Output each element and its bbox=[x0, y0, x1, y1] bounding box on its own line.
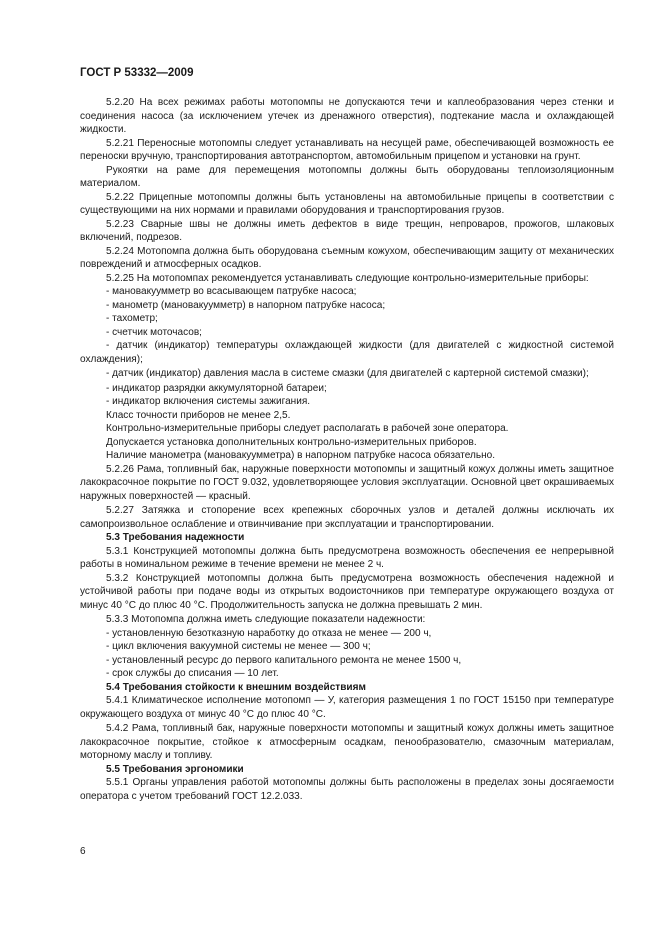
paragraph: - индикатор включения системы зажигания. bbox=[106, 396, 311, 407]
paragraph: 5.4.1 Климатическое исполнение мотопомп — У, категория размещения 1 по ГОСТ 15150 при температуре окружающего воздуха от минус 40 °С до плюс 40 °С. bbox=[80, 695, 614, 720]
paragraph: - срок службы до списания — 10 лет. bbox=[106, 668, 279, 679]
paragraph: - индикатор разрядки аккумуляторной батареи; bbox=[106, 382, 327, 394]
paragraph: - цикл включения вакуумной системы не менее — 300 ч; bbox=[106, 641, 371, 652]
paragraph: Допускается установка дополнительных контрольно-измерительных приборов. bbox=[106, 436, 477, 448]
paragraph: - счетчик моточасов; bbox=[106, 326, 202, 338]
paragraph: Контрольно-измерительные приборы следует располагать в рабочей зоне оператора. bbox=[106, 423, 509, 434]
page-number: 6 bbox=[80, 846, 86, 857]
paragraph: 5.2.27 Затяжка и стопорение всех крепежных сборочных узлов и деталей должны исключать их самопроизвольное ослабление и отвинчивание при эксплуатации и транспортировании. bbox=[80, 505, 614, 530]
document-header: ГОСТ Р 53332—2009 bbox=[80, 67, 194, 79]
paragraph: 5.2.20 На всех режимах работы мотопомпы не допускаются течи и каплеобразования через стенки и соединения насоса (за исключением утечек из дренажного отверстия), подтекание масла и охлаждающей жидкости. bbox=[80, 97, 614, 135]
paragraph: Рукоятки на раме для перемещения мотопомпы должны быть оборудованы теплоизоляционным материалом. bbox=[80, 164, 614, 189]
paragraph: 5.2.21 Переносные мотопомпы следует устанавливать на несущей раме, обеспечивающей возможность ее переноски вручную, транспортирования автотранспортом, автомобильным прицепом и установки на грунт. bbox=[80, 137, 614, 162]
paragraph: - датчик (индикатор) температуры охлаждающей жидкости (для двигателей с жидкостной системой охлаждения); bbox=[80, 340, 614, 365]
document-body bbox=[80, 96, 614, 803]
paragraph: - манометр (мановакуумметр) в напорном патрубке насоса; bbox=[106, 299, 386, 311]
paragraph: - тахометр; bbox=[106, 313, 158, 324]
paragraph: 5.3.2 Конструкцией мотопомпы должна быть предусмотрена возможность обеспечения надежной и устойчивой работы при подаче воды из открытых водоисточников при температуре окружающего воздуха от минус 40 °С до плюс 40 °С. Продолжительность запуска не должна превышать 2 мин. bbox=[80, 572, 614, 611]
paragraph: - установленный ресурс до первого капитального ремонта не менее 1500 ч, bbox=[106, 654, 462, 666]
paragraph: 5.2.26 Рама, топливный бак, наружные поверхности мотопомпы и защитный кожух должны иметь защитное лакокрасочное покрытие по ГОСТ 9.032, удовлетворяющее условия эксплуатации. Основной цвет окрашиваемых наружных поверхностей — красный. bbox=[80, 463, 614, 502]
paragraph: 5.4.2 Рама, топливный бак, наружные поверхности мотопомпы и защитный кожух должны иметь защитное лакокрасочное покрытие, стойкое к атмосферным осадкам, пенообразователю, смазочным материалам, моторному маслу и топливу. bbox=[80, 723, 614, 761]
paragraph: - мановакуумметр во всасывающем патрубке насоса; bbox=[106, 286, 357, 297]
paragraph: - датчик (индикатор) давления масла в системе смазки (для двигателей с картерной системой смазки); bbox=[106, 368, 589, 379]
paragraph: 5.3.3 Мотопомпа должна иметь следующие показатели надежности: bbox=[106, 614, 426, 625]
paragraph: - установленную безотказную наработку до отказа не менее — 200 ч, bbox=[106, 627, 432, 639]
paragraph: 5.5.1 Органы управления работой мотопомпы должны быть расположены в пределах зоны досягаемости оператора с учетом требований ГОСТ 12.2.033. bbox=[80, 777, 614, 802]
section-heading: 5.3 Требования надежности bbox=[106, 532, 245, 543]
paragraph: 5.2.24 Мотопомпа должна быть оборудована съемным кожухом, обеспечивающим защиту от механических повреждений и атмосферных осадков. bbox=[80, 245, 614, 270]
paragraph: 5.2.25 На мотопомпах рекомендуется устанавливать следующие контрольно-измерительные приборы: bbox=[106, 272, 589, 284]
paragraph: 5.3.1 Конструкцией мотопомпы должна быть предусмотрена возможность обеспечения ее непрерывной работы в номинальном режиме в течение времени не менее 2 ч. bbox=[80, 545, 614, 570]
paragraph: 5.2.22 Прицепные мотопомпы должны быть установлены на автомобильные прицепы в соответствии с существующими на них нормами и правилами оборудования и транспортирования грузов. bbox=[80, 191, 614, 216]
section-heading: 5.4 Требования стойкости к внешним воздействиям bbox=[106, 681, 366, 693]
section-heading: 5.5 Требования эргономики bbox=[106, 763, 244, 775]
paragraph: 5.2.23 Сварные швы не должны иметь дефектов в виде трещин, непроваров, прожогов, шлаковых включений, подрезов. bbox=[80, 218, 614, 243]
paragraph: Наличие манометра (мановакуумметра) в напорном патрубке насоса обязательно. bbox=[106, 450, 496, 461]
paragraph: Класс точности приборов не менее 2,5. bbox=[106, 409, 291, 421]
